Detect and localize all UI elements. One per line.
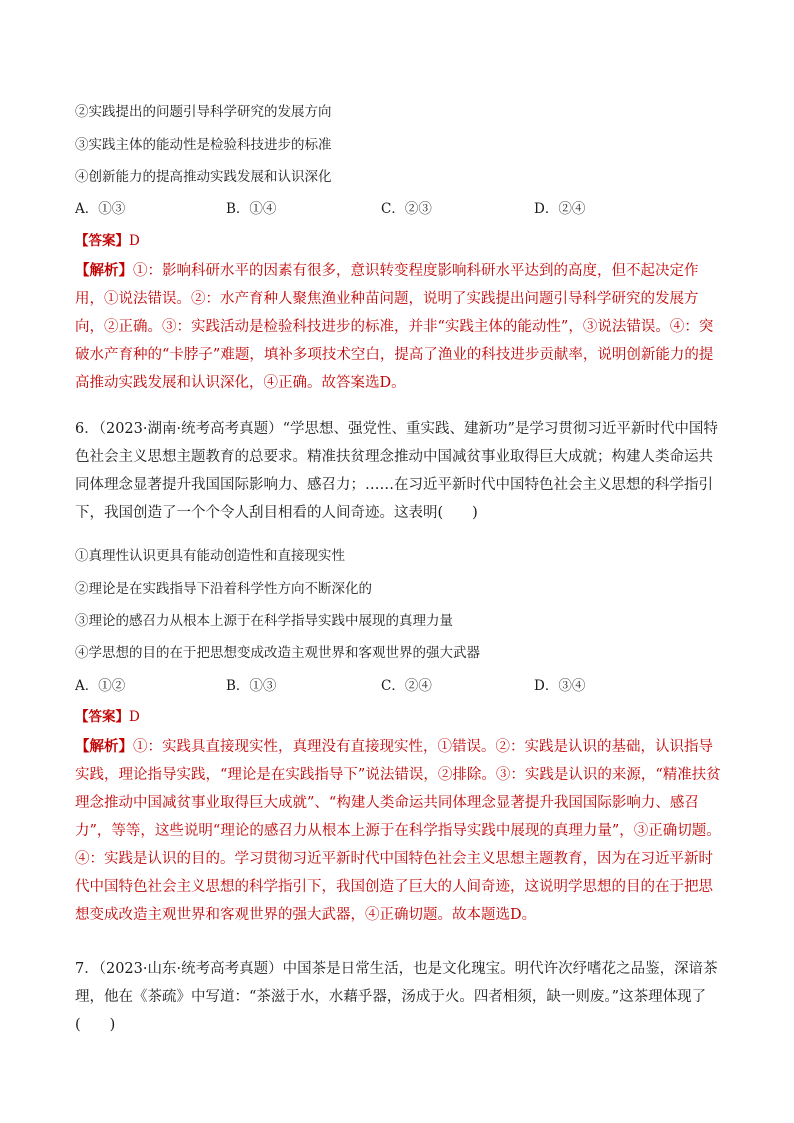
q6-options <box>75 677 735 695</box>
q6-option-a: A．①② <box>75 678 126 694</box>
q6-analysis-text: ①：实践具直接现实性，真理没有直接现实性，①错误。②：实践是认识的基础，认识指导实践，理论指导实践，“理论是在实践指导下”说法错误，②排除。③：实践是认识的来源，“精准扶贫理念推动中国减贫事业取得巨大成就”、“构建人类命运共同体理念显著提升我国国际影响力、感召力”，等等，这些说明“理论的感召力从根本上源于在科学指导实践中展现的真理力量”，③正确切题。④：实践是认识的目的。学习贯彻习近平新时代中国特色社会主义思想主题教育，因为在习近平新时代中国特色社会主义思想的科学指引下，我国创造了巨大的人间奇迹，这说明学思想的目的在于把思想变成改造主观世界和客观世界的强大武器，④正确切题。故本题选D。 <box>75 739 721 923</box>
q6-statement-4: ④学思想的目的在于把思想变成改造主观世界和客观世界的强大武器 <box>75 645 480 661</box>
q5-answer-value: D <box>129 233 140 249</box>
q6-option-c: C．②④ <box>381 678 432 694</box>
q5-option-d: D．②④ <box>534 201 586 217</box>
q6-analysis <box>75 733 721 929</box>
q6-answer <box>75 708 140 726</box>
q5-analysis <box>75 257 721 397</box>
q6-option-b: B．①③ <box>226 678 277 694</box>
q5-statement-2: ②实践提出的问题引导科学研究的发展方向 <box>75 104 332 120</box>
q5-answer-label: 【答案】 <box>75 233 129 249</box>
q6-option-d: D．③④ <box>534 678 586 694</box>
q6-stem: 6．（2023·湖南·统考高考真题）“学思想、强党性、重实践、建新功”是学习贯彻习近平新时代中国特色社会主义思想主题教育的总要求。精准扶贫理念推动中国减贫事业取得巨大成就；构建人类命运共同体理念显著提升我国国际影响力、感召力；……在习近平新时代中国特色社会主义思想的科学指引下，我国创造了一个个令人刮目相看的人间奇迹。这表明( ) <box>75 421 718 521</box>
q6-statement-2: ②理论是在实践指导下沿着科学性方向不断深化的 <box>75 581 372 597</box>
q6-statement-1: ①真理性认识更具有能动创造性和直接现实性 <box>75 548 345 564</box>
q5-options <box>75 200 735 218</box>
q5-answer <box>75 232 140 250</box>
q5-statement-3: ③实践主体的能动性是检验科技进步的标准 <box>75 137 332 153</box>
q7-stem: 7．（2023·山东·统考高考真题）中国茶是日常生活，也是文化瑰宝。明代许次纾嗜花之品鉴，深谙茶理，他在《茶疏》中写道：“茶滋于水，水藉乎器，汤成于火。四者相须，缺一则废。”这茶理体现了( ) <box>75 961 718 1033</box>
q5-analysis-text: ①：影响科研水平的因素有很多，意识转变程度影响科研水平达到的高度，但不起决定作用，①说法错误。②：水产育种人聚焦渔业种苗问题，说明了实践提出问题引导科学研究的发展方向，②正确。③：实践活动是检验科技进步的标准，并非“实践主体的能动性”，③说法错误。④：突破水产育种的“卡脖子”难题，填补多项技术空白，提高了渔业的科技进步贡献率，说明创新能力的提高推动实践发展和认识深化，④正确。故答案选D。 <box>75 263 714 391</box>
q6-statement-3: ③理论的感召力从根本上源于在科学指导实践中展现的真理力量 <box>75 613 453 629</box>
q5-statement-4: ④创新能力的提高推动实践发展和认识深化 <box>75 169 332 185</box>
q6-analysis-label: 【解析】 <box>75 738 133 755</box>
q6-answer-value: D <box>129 709 140 725</box>
q5-option-c: C．②③ <box>381 201 432 217</box>
q5-analysis-label: 【解析】 <box>75 262 133 279</box>
q5-option-b: B．①④ <box>226 201 277 217</box>
q6-answer-label: 【答案】 <box>75 709 129 725</box>
q5-option-a: A．①③ <box>75 201 126 217</box>
